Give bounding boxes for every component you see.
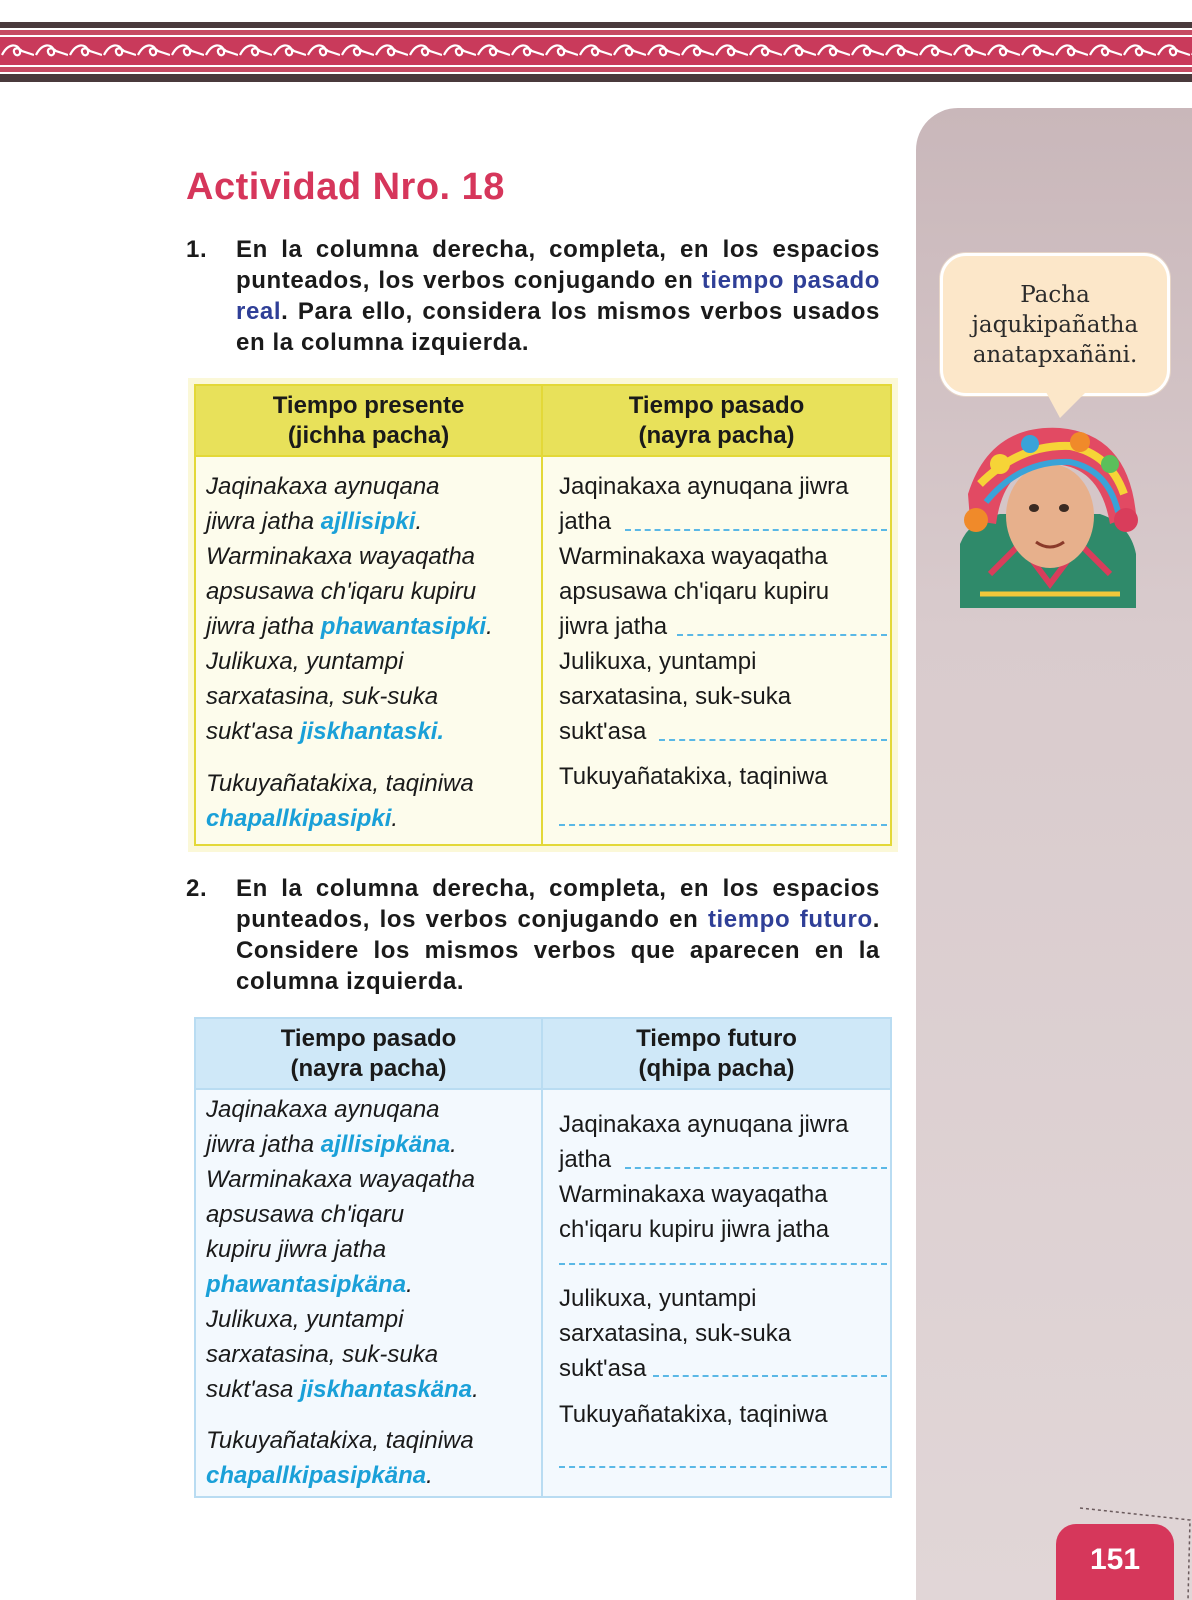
task-2-text-a: En la columna derecha, completa, en los espacios punteados, los verbos conjugando en <box>236 875 880 933</box>
left-line: sarxatasina, suk-suka <box>206 1341 439 1368</box>
header-subtitle: (qhipa pacha) <box>638 1054 795 1082</box>
right-line: Tukuyañatakixa, taqiniwa <box>559 763 828 790</box>
left-line: jiwra jatha phawantasipki. <box>206 613 493 640</box>
band-wave-pattern <box>0 37 1192 65</box>
left-line: Tukuyañatakixa, taqiniwa <box>206 770 474 797</box>
verb-answer: chapallkipasipki <box>206 805 392 832</box>
verb-answer: ajllisipkäna <box>320 1131 451 1158</box>
table-2-header-row <box>196 1019 890 1090</box>
task-1-text-a: En la columna derecha, completa, en los espacios punteados, los verbos conjugando en <box>236 236 880 294</box>
table-1-left-column <box>196 457 543 844</box>
right-line: ch'iqaru kupiru jiwra jatha <box>559 1216 830 1243</box>
table-2-right-column <box>543 1090 890 1496</box>
left-line: sukt'asa jiskhantaskäna. <box>206 1376 479 1403</box>
task-2-number: 2. <box>186 875 208 902</box>
left-line: phawantasipkäna. <box>206 1271 413 1298</box>
top-woven-band <box>0 0 1192 84</box>
task-1-number: 1. <box>186 236 208 263</box>
table-1-header-row <box>196 386 890 457</box>
header-subtitle: (nayra pacha) <box>638 421 795 449</box>
bubble-line-3: anatapxañäni. <box>972 342 1138 368</box>
left-line: Julikuxa, yuntampi <box>206 1306 404 1333</box>
table-1-body <box>196 457 890 844</box>
right-line: jatha <box>559 508 612 535</box>
task-2-text <box>236 873 880 997</box>
left-line: kupiru jiwra jatha <box>206 1236 387 1263</box>
task-2-highlight: tiempo futuro <box>707 906 873 933</box>
verb-answer: jiskhantaskäna <box>299 1376 473 1403</box>
bubble-line-1: Pacha <box>1020 282 1090 308</box>
left-line: apsusawa ch'iqaru kupiru <box>206 578 477 605</box>
left-line: sarxatasina, suk-suka <box>206 683 439 710</box>
verb-answer: jiskhantaski. <box>299 718 445 745</box>
right-line: sukt'asa <box>559 718 647 745</box>
page-number: 151 <box>1056 1524 1174 1600</box>
speech-bubble-tail <box>1046 392 1086 418</box>
left-line: chapallkipasipkäna. <box>206 1462 433 1489</box>
right-line: Tukuyañatakixa, taqiniwa <box>559 1401 828 1428</box>
left-line: Warminakaxa wayaqatha <box>206 543 476 570</box>
task-1-text <box>236 234 880 358</box>
header-title: Tiempo presente <box>272 391 465 419</box>
right-line: sarxatasina, suk-suka <box>559 683 792 710</box>
answer-blank[interactable] <box>659 739 887 741</box>
verb-answer: phawantasipki <box>320 613 487 640</box>
right-line: sarxatasina, suk-suka <box>559 1320 792 1347</box>
answer-blank[interactable] <box>653 1375 887 1377</box>
right-line: Jaqinakaxa aynuqana jiwra <box>559 473 849 500</box>
child-portrait-illustration <box>960 424 1140 608</box>
right-line: Warminakaxa wayaqatha <box>559 1181 828 1208</box>
task-2-instruction <box>186 873 880 997</box>
table-past-future <box>194 1017 892 1498</box>
table-1-header-right <box>543 386 890 455</box>
answer-blank[interactable] <box>677 634 887 636</box>
answer-blank[interactable] <box>559 1466 887 1468</box>
table-2-left-column <box>196 1090 543 1496</box>
task-2-text-b: . Considere los mismos verbos que aparecen en la columna izquierda. <box>236 906 880 995</box>
right-line: jatha <box>559 1146 612 1173</box>
verb-answer: phawantasipkäna <box>206 1271 407 1298</box>
right-line: sukt'asa <box>559 1355 647 1382</box>
table-1-header-left <box>196 386 543 455</box>
header-subtitle: (jichha pacha) <box>287 421 450 449</box>
table-present-past <box>194 384 892 846</box>
right-line: apsusawa ch'iqaru kupiru <box>559 578 830 605</box>
left-line: Warminakaxa wayaqatha <box>206 1166 476 1193</box>
task-1-highlight: tiempo pasado real <box>236 267 880 325</box>
verb-answer: chapallkipasipkäna <box>206 1462 427 1489</box>
answer-blank[interactable] <box>625 529 887 531</box>
left-line: apsusawa ch'iqaru <box>206 1201 405 1228</box>
activity-title: Actividad Nro. 18 <box>186 166 505 208</box>
right-line: jiwra jatha <box>559 613 668 640</box>
task-1-instruction <box>186 234 880 358</box>
answer-blank[interactable] <box>625 1167 887 1169</box>
table-2-body <box>196 1090 890 1496</box>
left-line: sukt'asa jiskhantaski. <box>206 718 445 745</box>
speech-bubble <box>940 253 1170 396</box>
right-line: Julikuxa, yuntampi <box>559 648 757 675</box>
left-line: jiwra jatha ajllisipki. <box>206 508 423 535</box>
left-line: jiwra jatha ajllisipkäna. <box>206 1131 457 1158</box>
left-line: Jaqinakaxa aynuqana <box>206 1096 440 1123</box>
right-line: Julikuxa, yuntampi <box>559 1285 757 1312</box>
left-line: Tukuyañatakixa, taqiniwa <box>206 1427 474 1454</box>
right-line: Jaqinakaxa aynuqana jiwra <box>559 1111 849 1138</box>
table-2-header-left <box>196 1019 543 1088</box>
left-line: Julikuxa, yuntampi <box>206 648 404 675</box>
answer-blank[interactable] <box>559 824 887 826</box>
answer-blank[interactable] <box>559 1263 887 1265</box>
table-1-right-column <box>543 457 890 844</box>
header-title: Tiempo pasado <box>280 1024 457 1052</box>
bubble-line-2: jaqukipañatha <box>971 312 1139 338</box>
right-line: Warminakaxa wayaqatha <box>559 543 828 570</box>
header-title: Tiempo futuro <box>636 1024 797 1052</box>
header-subtitle: (nayra pacha) <box>290 1054 447 1082</box>
left-line: Jaqinakaxa aynuqana <box>206 473 440 500</box>
header-title: Tiempo pasado <box>628 391 805 419</box>
task-1-text-b: . Para ello, considera los mismos verbos usados en la columna izquierda. <box>236 298 880 356</box>
table-2-header-right <box>543 1019 890 1088</box>
left-line: chapallkipasipki. <box>206 805 399 832</box>
verb-answer: ajllisipki <box>320 508 416 535</box>
